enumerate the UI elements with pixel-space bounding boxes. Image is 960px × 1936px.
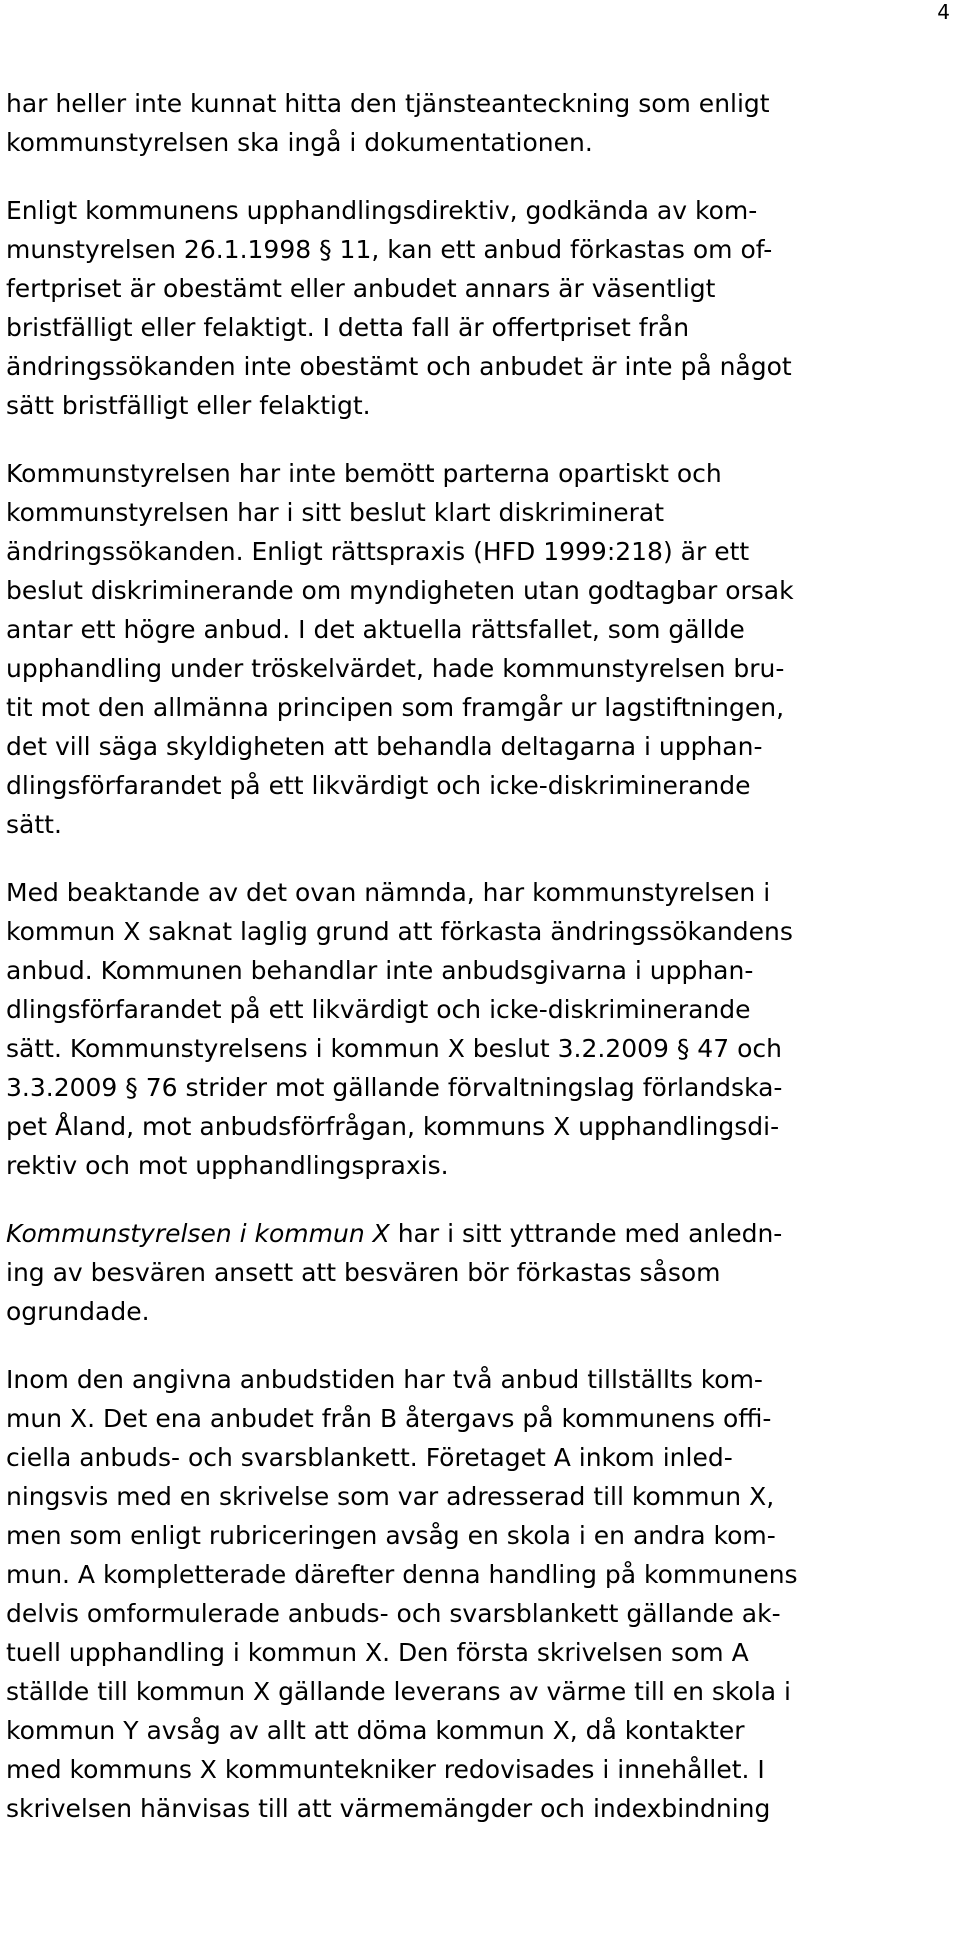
text-line: 3.3.2009 § 76 strider mot gällande förvaltningslag förlandska- <box>6 1073 783 1102</box>
text-line: tit mot den allmänna principen som framgår ur lagstiftningen, <box>6 693 785 722</box>
text-line: men som enligt rubriceringen avsåg en skola i en andra kom- <box>6 1521 776 1550</box>
page-number: 4 <box>937 0 950 24</box>
paragraph <box>6 873 956 1185</box>
text-line: ogrundade. <box>6 1297 150 1326</box>
text-line: sätt. <box>6 810 62 839</box>
text-line: ciella anbuds- och svarsblankett. Företaget A inkom inled- <box>6 1443 733 1472</box>
text-line: ändringssökanden. Enligt rättspraxis (HFD 1999:218) är ett <box>6 537 750 566</box>
document-body <box>6 84 956 1828</box>
text-line: beslut diskriminerande om myndigheten utan godtagbar orsak <box>6 576 794 605</box>
paragraph <box>6 454 956 844</box>
paragraph <box>6 1360 956 1828</box>
text-line: anbud. Kommunen behandlar inte anbudsgivarna i upphan- <box>6 956 754 985</box>
text-line: kommun X saknat laglig grund att förkasta ändringssökandens <box>6 917 793 946</box>
text-line: sätt bristfälligt eller felaktigt. <box>6 391 371 420</box>
text-line: sätt. Kommunstyrelsens i kommun X beslut 3.2.2009 § 47 och <box>6 1034 782 1063</box>
text-line: skrivelsen hänvisas till att värmemängder och indexbindning <box>6 1794 771 1823</box>
text-line: pet Åland, mot anbudsförfrågan, kommuns X upphandlingsdi- <box>6 1112 780 1141</box>
paragraph <box>6 1214 956 1331</box>
text-line: ändringssökanden inte obestämt och anbudet är inte på något <box>6 352 792 381</box>
text-line: kommunstyrelsen ska ingå i dokumentationen. <box>6 128 593 157</box>
text-line: med kommuns X kommuntekniker redovisades i innehållet. I <box>6 1755 765 1784</box>
text-line: upphandling under tröskelvärdet, hade kommunstyrelsen bru- <box>6 654 785 683</box>
text-line: fertpriset är obestämt eller anbudet annars är väsentligt <box>6 274 716 303</box>
text-line: Enligt kommunens upphandlingsdirektiv, godkända av kom- <box>6 196 758 225</box>
text-line: ställde till kommun X gällande leverans av värme till en skola i <box>6 1677 791 1706</box>
text-line: antar ett högre anbud. I det aktuella rättsfallet, som gällde <box>6 615 745 644</box>
text-line: har heller inte kunnat hitta den tjänsteanteckning som enligt <box>6 89 770 118</box>
text-line: ing av besvären ansett att besvären bör förkastas såsom <box>6 1258 721 1287</box>
text-line: det vill säga skyldigheten att behandla deltagarna i upphan- <box>6 732 763 761</box>
text-line: rektiv och mot upphandlingspraxis. <box>6 1151 449 1180</box>
text-line: kommunstyrelsen har i sitt beslut klart diskriminerat <box>6 498 665 527</box>
text-line <box>6 1214 956 1253</box>
text-line: tuell upphandling i kommun X. Den första skrivelsen som A <box>6 1638 749 1667</box>
italic-lead: Kommunstyrelsen i kommun X <box>6 1219 390 1248</box>
text-line: Med beaktande av det ovan nämnda, har kommunstyrelsen i <box>6 878 771 907</box>
text-line: delvis omformulerade anbuds- och svarsblankett gällande ak- <box>6 1599 781 1628</box>
text-line: mun X. Det ena anbudet från B återgavs på kommunens offi- <box>6 1404 772 1433</box>
text-line: ningsvis med en skrivelse som var adresserad till kommun X, <box>6 1482 775 1511</box>
text-line: mun. A kompletterade därefter denna handling på kommunens <box>6 1560 798 1589</box>
text-line: bristfälligt eller felaktigt. I detta fall är offertpriset från <box>6 313 690 342</box>
text-line: Inom den angivna anbudstiden har två anbud tillställts kom- <box>6 1365 763 1394</box>
text-line: dlingsförfarandet på ett likvärdigt och icke-diskriminerande <box>6 995 751 1024</box>
text-line: munstyrelsen 26.1.1998 § 11, kan ett anbud förkastas om of- <box>6 235 773 264</box>
paragraph <box>6 84 956 162</box>
text-fragment: har i sitt yttrande med anledn- <box>389 1219 783 1248</box>
text-line: dlingsförfarandet på ett likvärdigt och icke-diskriminerande <box>6 771 751 800</box>
paragraph <box>6 191 956 425</box>
text-line: Kommunstyrelsen har inte bemött parterna opartiskt och <box>6 459 722 488</box>
text-line: kommun Y avsåg av allt att döma kommun X, då kontakter <box>6 1716 745 1745</box>
